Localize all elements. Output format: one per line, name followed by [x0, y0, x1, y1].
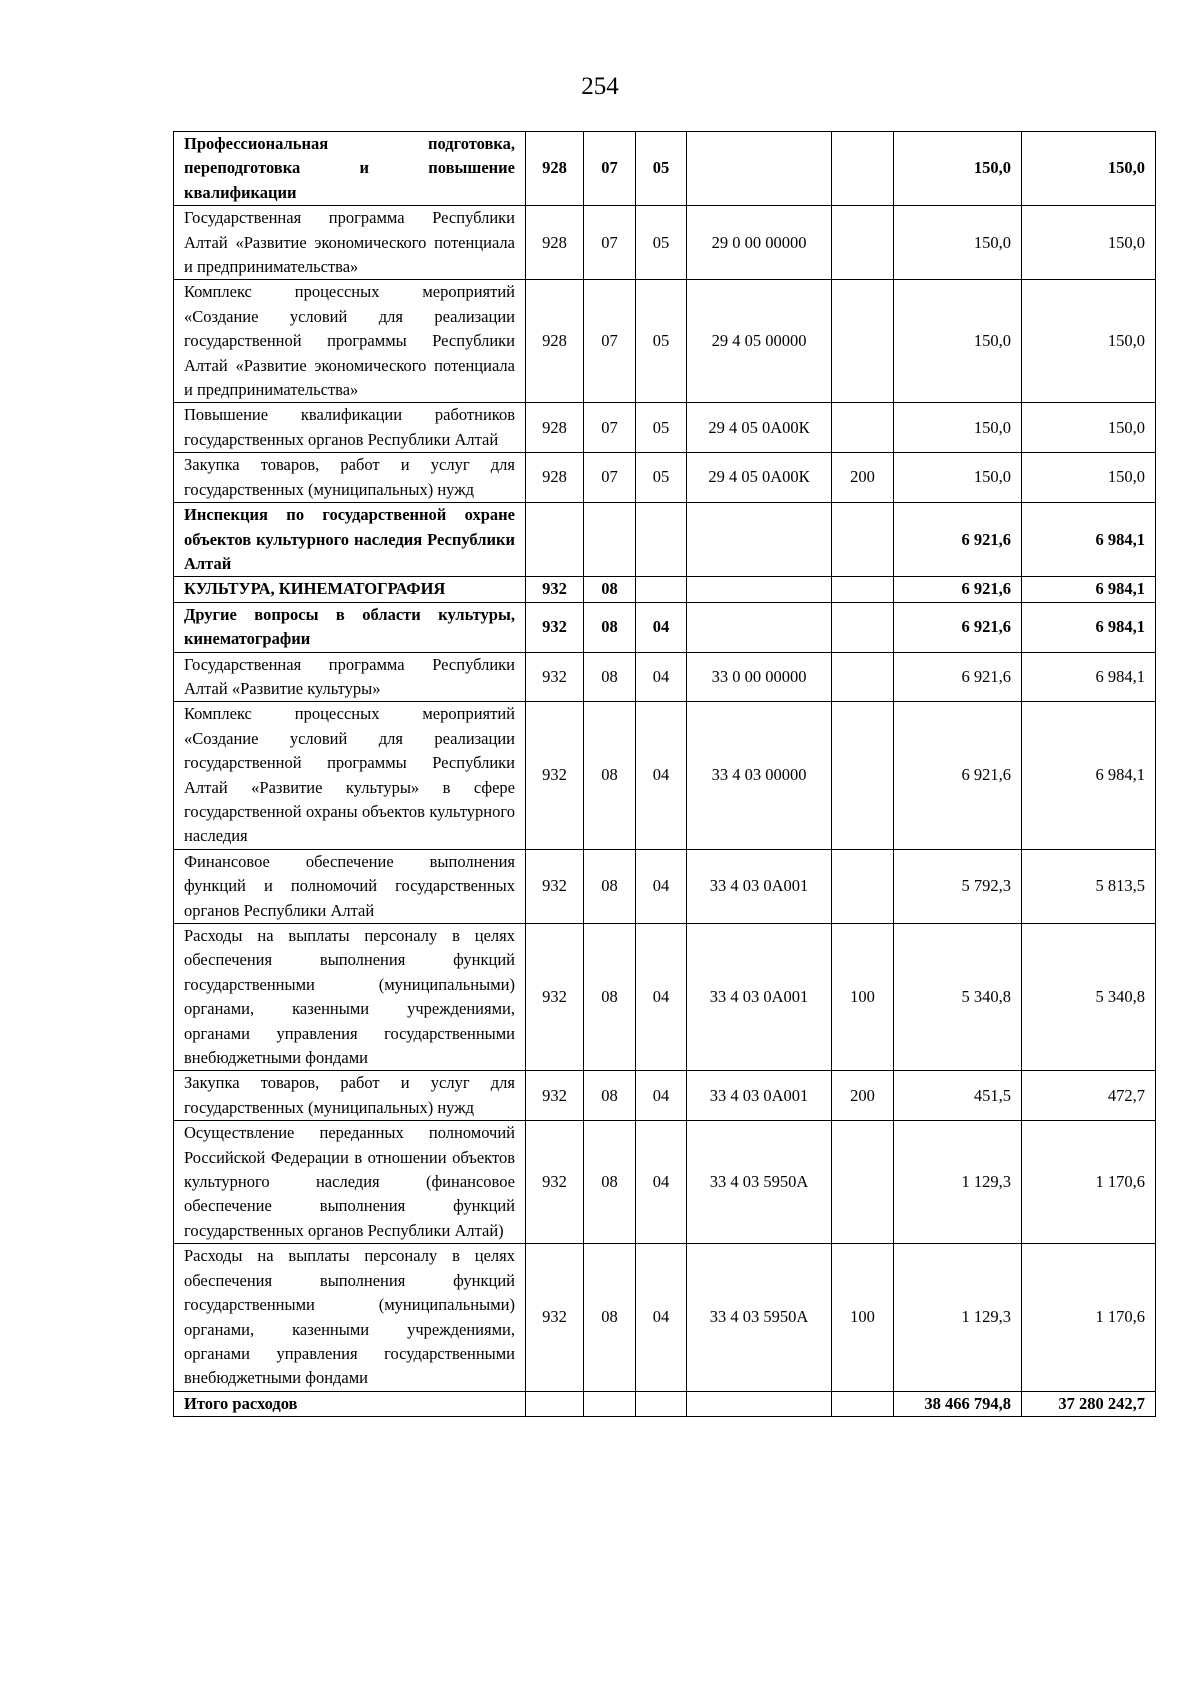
row-name-cell: Осуществление переданных полномочий Российской Федерации в отношении объектов культурного наследия (финансовое обеспечение выполнения функций государственных органов Республики Алтай) [174, 1121, 526, 1244]
table-row [174, 403, 1156, 453]
sum-first-year-cell: 451,5 [894, 1071, 1022, 1121]
section-code-cell: 08 [584, 924, 636, 1071]
ministry-code-cell: 932 [526, 577, 584, 602]
ministry-code-cell: 932 [526, 602, 584, 652]
section-code-cell: 08 [584, 849, 636, 923]
target-article-cell: 29 4 05 0А00К [687, 453, 832, 503]
table-row [174, 206, 1156, 280]
ministry-code-cell: 932 [526, 1244, 584, 1391]
target-article-cell: 33 0 00 00000 [687, 652, 832, 702]
target-article-cell: 33 4 03 0А001 [687, 924, 832, 1071]
sum-second-year-cell: 150,0 [1022, 403, 1156, 453]
sum-first-year-cell: 150,0 [894, 453, 1022, 503]
section-code-cell [584, 1391, 636, 1416]
ministry-code-cell: 932 [526, 849, 584, 923]
table-row [174, 503, 1156, 577]
table-row [174, 652, 1156, 702]
row-name-cell: Комплекс процессных мероприятий «Создание условий для реализации государственной программы Республики Алтай «Развитие культуры» в сфере государственной охраны объектов культурного наследия [174, 702, 526, 849]
expense-type-cell: 200 [832, 453, 894, 503]
section-code-cell: 08 [584, 602, 636, 652]
subsection-code-cell: 04 [636, 1121, 687, 1244]
sum-second-year-cell: 1 170,6 [1022, 1244, 1156, 1391]
subsection-code-cell: 04 [636, 652, 687, 702]
expense-type-cell [832, 132, 894, 206]
expense-type-cell [832, 652, 894, 702]
sum-second-year-cell: 5 340,8 [1022, 924, 1156, 1071]
ministry-code-cell: 932 [526, 1071, 584, 1121]
table-body [174, 132, 1156, 1417]
section-code-cell: 07 [584, 403, 636, 453]
row-name-cell: Расходы на выплаты персоналу в целях обеспечения выполнения функций государственными (муниципальными) органами, казенными учреждениями, органами управления государственными внебюджетными фондами [174, 924, 526, 1071]
budget-expenditure-table [173, 131, 1156, 1417]
sum-second-year-cell: 6 984,1 [1022, 602, 1156, 652]
sum-second-year-cell: 6 984,1 [1022, 652, 1156, 702]
expense-type-cell [832, 1391, 894, 1416]
row-name-cell: Расходы на выплаты персоналу в целях обеспечения выполнения функций государственными (муниципальными) органами, казенными учреждениями, органами управления государственными внебюджетными фондами [174, 1244, 526, 1391]
table-row [174, 702, 1156, 849]
sum-second-year-cell: 6 984,1 [1022, 702, 1156, 849]
table-row [174, 1071, 1156, 1121]
target-article-cell: 33 4 03 0А001 [687, 1071, 832, 1121]
ministry-code-cell: 928 [526, 132, 584, 206]
table-row [174, 849, 1156, 923]
table-row [174, 453, 1156, 503]
sum-second-year-cell: 1 170,6 [1022, 1121, 1156, 1244]
expense-type-cell: 200 [832, 1071, 894, 1121]
row-name-cell: Профессиональная подготовка, переподготовка и повышение квалификации [174, 132, 526, 206]
sum-first-year-cell: 5 792,3 [894, 849, 1022, 923]
table-row [174, 924, 1156, 1071]
section-code-cell: 08 [584, 1121, 636, 1244]
sum-second-year-cell: 150,0 [1022, 453, 1156, 503]
ministry-code-cell: 928 [526, 403, 584, 453]
page-number: 254 [581, 73, 619, 100]
subsection-code-cell [636, 1391, 687, 1416]
row-name-cell: Другие вопросы в области культуры, кинематографии [174, 602, 526, 652]
section-code-cell: 08 [584, 1244, 636, 1391]
table-row [174, 1391, 1156, 1416]
target-article-cell [687, 602, 832, 652]
section-code-cell: 07 [584, 280, 636, 403]
section-code-cell: 08 [584, 1071, 636, 1121]
subsection-code-cell: 05 [636, 403, 687, 453]
sum-first-year-cell: 1 129,3 [894, 1121, 1022, 1244]
target-article-cell [687, 1391, 832, 1416]
expense-type-cell: 100 [832, 1244, 894, 1391]
sum-first-year-cell: 5 340,8 [894, 924, 1022, 1071]
section-code-cell [584, 503, 636, 577]
row-name-cell: Инспекция по государственной охране объектов культурного наследия Республики Алтай [174, 503, 526, 577]
target-article-cell [687, 577, 832, 602]
expense-type-cell [832, 702, 894, 849]
row-name-cell: Итого расходов [174, 1391, 526, 1416]
table-row [174, 1121, 1156, 1244]
row-name-cell: Государственная программа Республики Алтай «Развитие экономического потенциала и предпринимательства» [174, 206, 526, 280]
sum-second-year-cell: 6 984,1 [1022, 577, 1156, 602]
sum-second-year-cell: 150,0 [1022, 280, 1156, 403]
target-article-cell: 33 4 03 5950А [687, 1244, 832, 1391]
row-name-cell: Закупка товаров, работ и услуг для государственных (муниципальных) нужд [174, 453, 526, 503]
subsection-code-cell: 05 [636, 280, 687, 403]
sum-first-year-cell: 150,0 [894, 206, 1022, 280]
subsection-code-cell: 04 [636, 602, 687, 652]
row-name-cell: Закупка товаров, работ и услуг для государственных (муниципальных) нужд [174, 1071, 526, 1121]
expense-type-cell [832, 849, 894, 923]
sum-first-year-cell: 150,0 [894, 132, 1022, 206]
subsection-code-cell: 04 [636, 1244, 687, 1391]
sum-first-year-cell: 150,0 [894, 280, 1022, 403]
expense-type-cell [832, 503, 894, 577]
subsection-code-cell: 04 [636, 849, 687, 923]
sum-second-year-cell: 37 280 242,7 [1022, 1391, 1156, 1416]
target-article-cell: 33 4 03 00000 [687, 702, 832, 849]
sum-second-year-cell: 472,7 [1022, 1071, 1156, 1121]
subsection-code-cell [636, 503, 687, 577]
expense-type-cell [832, 1121, 894, 1244]
expense-type-cell: 100 [832, 924, 894, 1071]
sum-first-year-cell: 6 921,6 [894, 602, 1022, 652]
sum-first-year-cell: 6 921,6 [894, 652, 1022, 702]
row-name-cell: Государственная программа Республики Алтай «Развитие культуры» [174, 652, 526, 702]
target-article-cell: 29 4 05 0А00К [687, 403, 832, 453]
ministry-code-cell: 932 [526, 1121, 584, 1244]
sum-second-year-cell: 6 984,1 [1022, 503, 1156, 577]
subsection-code-cell [636, 577, 687, 602]
sum-first-year-cell: 6 921,6 [894, 577, 1022, 602]
row-name-cell: КУЛЬТУРА, КИНЕМАТОГРАФИЯ [174, 577, 526, 602]
sum-first-year-cell: 150,0 [894, 403, 1022, 453]
subsection-code-cell: 05 [636, 206, 687, 280]
row-name-cell: Финансовое обеспечение выполнения функций и полномочий государственных органов Республики Алтай [174, 849, 526, 923]
subsection-code-cell: 04 [636, 924, 687, 1071]
sum-first-year-cell: 38 466 794,8 [894, 1391, 1022, 1416]
row-name-cell: Повышение квалификации работников государственных органов Республики Алтай [174, 403, 526, 453]
expense-type-cell [832, 280, 894, 403]
ministry-code-cell: 928 [526, 206, 584, 280]
target-article-cell [687, 132, 832, 206]
expense-type-cell [832, 403, 894, 453]
section-code-cell: 07 [584, 453, 636, 503]
table-row [174, 602, 1156, 652]
row-name-cell: Комплекс процессных мероприятий «Создание условий для реализации государственной программы Республики Алтай «Развитие экономического потенциала и предпринимательства» [174, 280, 526, 403]
expense-type-cell [832, 206, 894, 280]
sum-second-year-cell: 5 813,5 [1022, 849, 1156, 923]
ministry-code-cell: 932 [526, 924, 584, 1071]
ministry-code-cell: 928 [526, 280, 584, 403]
subsection-code-cell: 04 [636, 1071, 687, 1121]
section-code-cell: 07 [584, 132, 636, 206]
table-row [174, 1244, 1156, 1391]
expense-type-cell [832, 577, 894, 602]
target-article-cell: 33 4 03 5950А [687, 1121, 832, 1244]
expense-type-cell [832, 602, 894, 652]
table-row [174, 132, 1156, 206]
subsection-code-cell: 04 [636, 702, 687, 849]
target-article-cell: 29 4 05 00000 [687, 280, 832, 403]
sum-second-year-cell: 150,0 [1022, 132, 1156, 206]
target-article-cell [687, 503, 832, 577]
ministry-code-cell: 928 [526, 453, 584, 503]
target-article-cell: 29 0 00 00000 [687, 206, 832, 280]
ministry-code-cell [526, 503, 584, 577]
section-code-cell: 07 [584, 206, 636, 280]
target-article-cell: 33 4 03 0А001 [687, 849, 832, 923]
section-code-cell: 08 [584, 577, 636, 602]
sum-first-year-cell: 1 129,3 [894, 1244, 1022, 1391]
subsection-code-cell: 05 [636, 132, 687, 206]
table-row [174, 577, 1156, 602]
table-row [174, 280, 1156, 403]
ministry-code-cell: 932 [526, 652, 584, 702]
sum-second-year-cell: 150,0 [1022, 206, 1156, 280]
ministry-code-cell: 932 [526, 702, 584, 849]
sum-first-year-cell: 6 921,6 [894, 702, 1022, 849]
section-code-cell: 08 [584, 652, 636, 702]
ministry-code-cell [526, 1391, 584, 1416]
subsection-code-cell: 05 [636, 453, 687, 503]
section-code-cell: 08 [584, 702, 636, 849]
sum-first-year-cell: 6 921,6 [894, 503, 1022, 577]
